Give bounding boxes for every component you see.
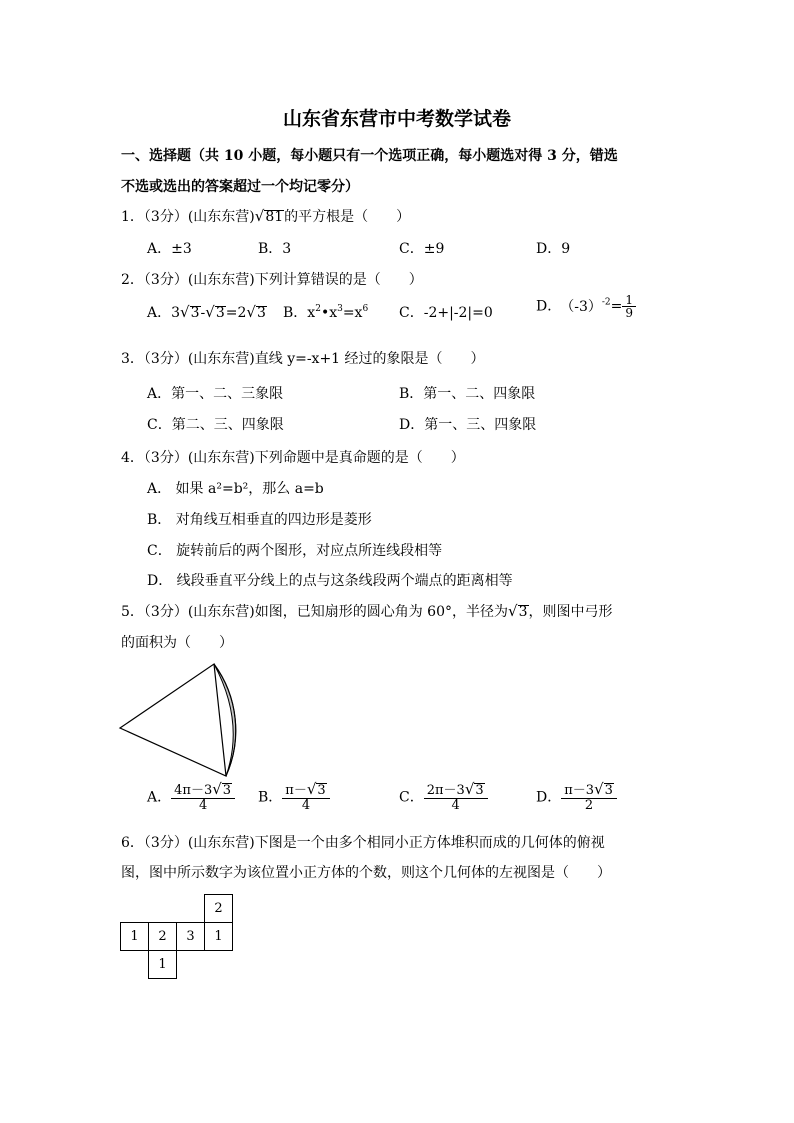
q5-b-fraction: $\frac{\pi-√3}{4}$ [282, 782, 329, 813]
q4-option-d: D． 线段垂直平分线上的点与这条线段两个端点的距离相等 [147, 573, 513, 589]
q3-option-d: D．第一、三、四象限 [399, 417, 537, 433]
q3-option-c: C．第二、三、四象限 [147, 417, 284, 433]
q5-option-c: C． $\frac{2\pi-3√3}{4}$ [399, 782, 488, 813]
grid-cell: 3 [177, 923, 205, 951]
q1-stem-prefix: 1．（3分）(山东东营) [121, 209, 255, 225]
question-5-stem-line2: 的面积为（ ） [121, 635, 233, 651]
q5-option-a: A． $\frac{4\pi-3√3}{4}$ [147, 782, 235, 813]
sqrt-sign-icon: √ [508, 602, 518, 620]
grid-cell: 1 [121, 923, 149, 951]
q5-d-fraction: $\frac{\pi-3√3}{2}$ [561, 782, 617, 813]
q1-radicand: 81 [265, 209, 284, 225]
sqrt-sign-icon: √ [180, 303, 190, 321]
q4-option-b: B． 对角线互相垂直的四边形是菱形 [147, 512, 372, 528]
question-6-stem-line2: 图，图中所示数字为该位置小正方体的个数，则这个几何体的左视图是（ ） [121, 865, 611, 881]
sqrt-sign-icon: √ [254, 207, 265, 225]
sqrt-sign-icon: √ [246, 303, 256, 321]
q4-option-c: C． 旋转前后的两个图形，对应点所连线段相等 [147, 543, 443, 559]
q1-option-c: C．±9 [399, 241, 445, 257]
q3-option-b: B．第一、二、四象限 [399, 386, 536, 402]
q5-c-fraction: $\frac{2\pi-3√3}{4}$ [424, 782, 488, 813]
page-title: 山东省东营市中考数学试卷 [282, 108, 511, 130]
question-2-stem: 2．（3分）(山东东营)下列计算错误的是（ ） [121, 272, 423, 288]
q2-option-d: D． $(-3)^{-2}=$ $\frac{1}{9}$ [536, 294, 636, 319]
q2-d-fraction: $\frac{1}{9}$ [622, 294, 636, 319]
question-3-stem: 3．（3分）(山东东营)直线 y=-x+1 经过的象限是（ ） [121, 351, 485, 367]
sector-figure [118, 660, 246, 780]
sector-triangle [120, 664, 226, 776]
q1-option-d: D．9 [536, 241, 571, 257]
q1-stem-suffix: 的平方根是（ ） [284, 209, 411, 225]
q5-option-d: D． $\frac{\pi-3√3}{2}$ [536, 782, 617, 813]
q1-option-a: A．±3 [147, 241, 192, 257]
grid-cell: 2 [205, 895, 233, 923]
question-6-stem-line1: 6．（3分）(山东东营)下图是一个由多个相同小正方体堆积而成的几何体的俯视 [121, 835, 605, 851]
q2-option-a: A．3√3-√3=2√3 [147, 303, 266, 321]
section-heading-line2: 不选或选出的答案超过一个均记零分） [121, 179, 359, 195]
sqrt-sign-icon: √ [205, 303, 215, 321]
q1-option-b: B．3 [258, 241, 292, 257]
question-1-stem [121, 206, 410, 226]
q3-option-a: A．第一、二、三象限 [147, 386, 284, 402]
q5-a-fraction: $\frac{4\pi-3√3}{4}$ [171, 782, 235, 813]
question-5-stem: 5．（3分）(山东东营)如图，已知扇形的圆心角为 60°，半径为√3，则图中弓形 [121, 602, 613, 620]
q4-option-a: A． 如果 a²=b²，那么 a=b [147, 481, 324, 497]
q2-option-c: C．-2+|-2|=0 [399, 305, 493, 321]
section-heading-line1: 一、选择题（共 10 小题，每小题只有一个选项正确，每小题选对得 3 分，错选 [121, 148, 618, 164]
q5-option-b: B． $\frac{\pi-√3}{4}$ [258, 782, 330, 813]
grid-cell: 1 [205, 923, 233, 951]
question-4-stem: 4．（3分）(山东东营)下列命题中是真命题的是（ ） [121, 450, 465, 466]
grid-cell: 2 [149, 923, 177, 951]
q2-option-b: B．$x^2•x^3=x^6$ [283, 304, 369, 321]
grid-cell: 1 [149, 951, 177, 979]
top-view-grid [120, 894, 233, 979]
